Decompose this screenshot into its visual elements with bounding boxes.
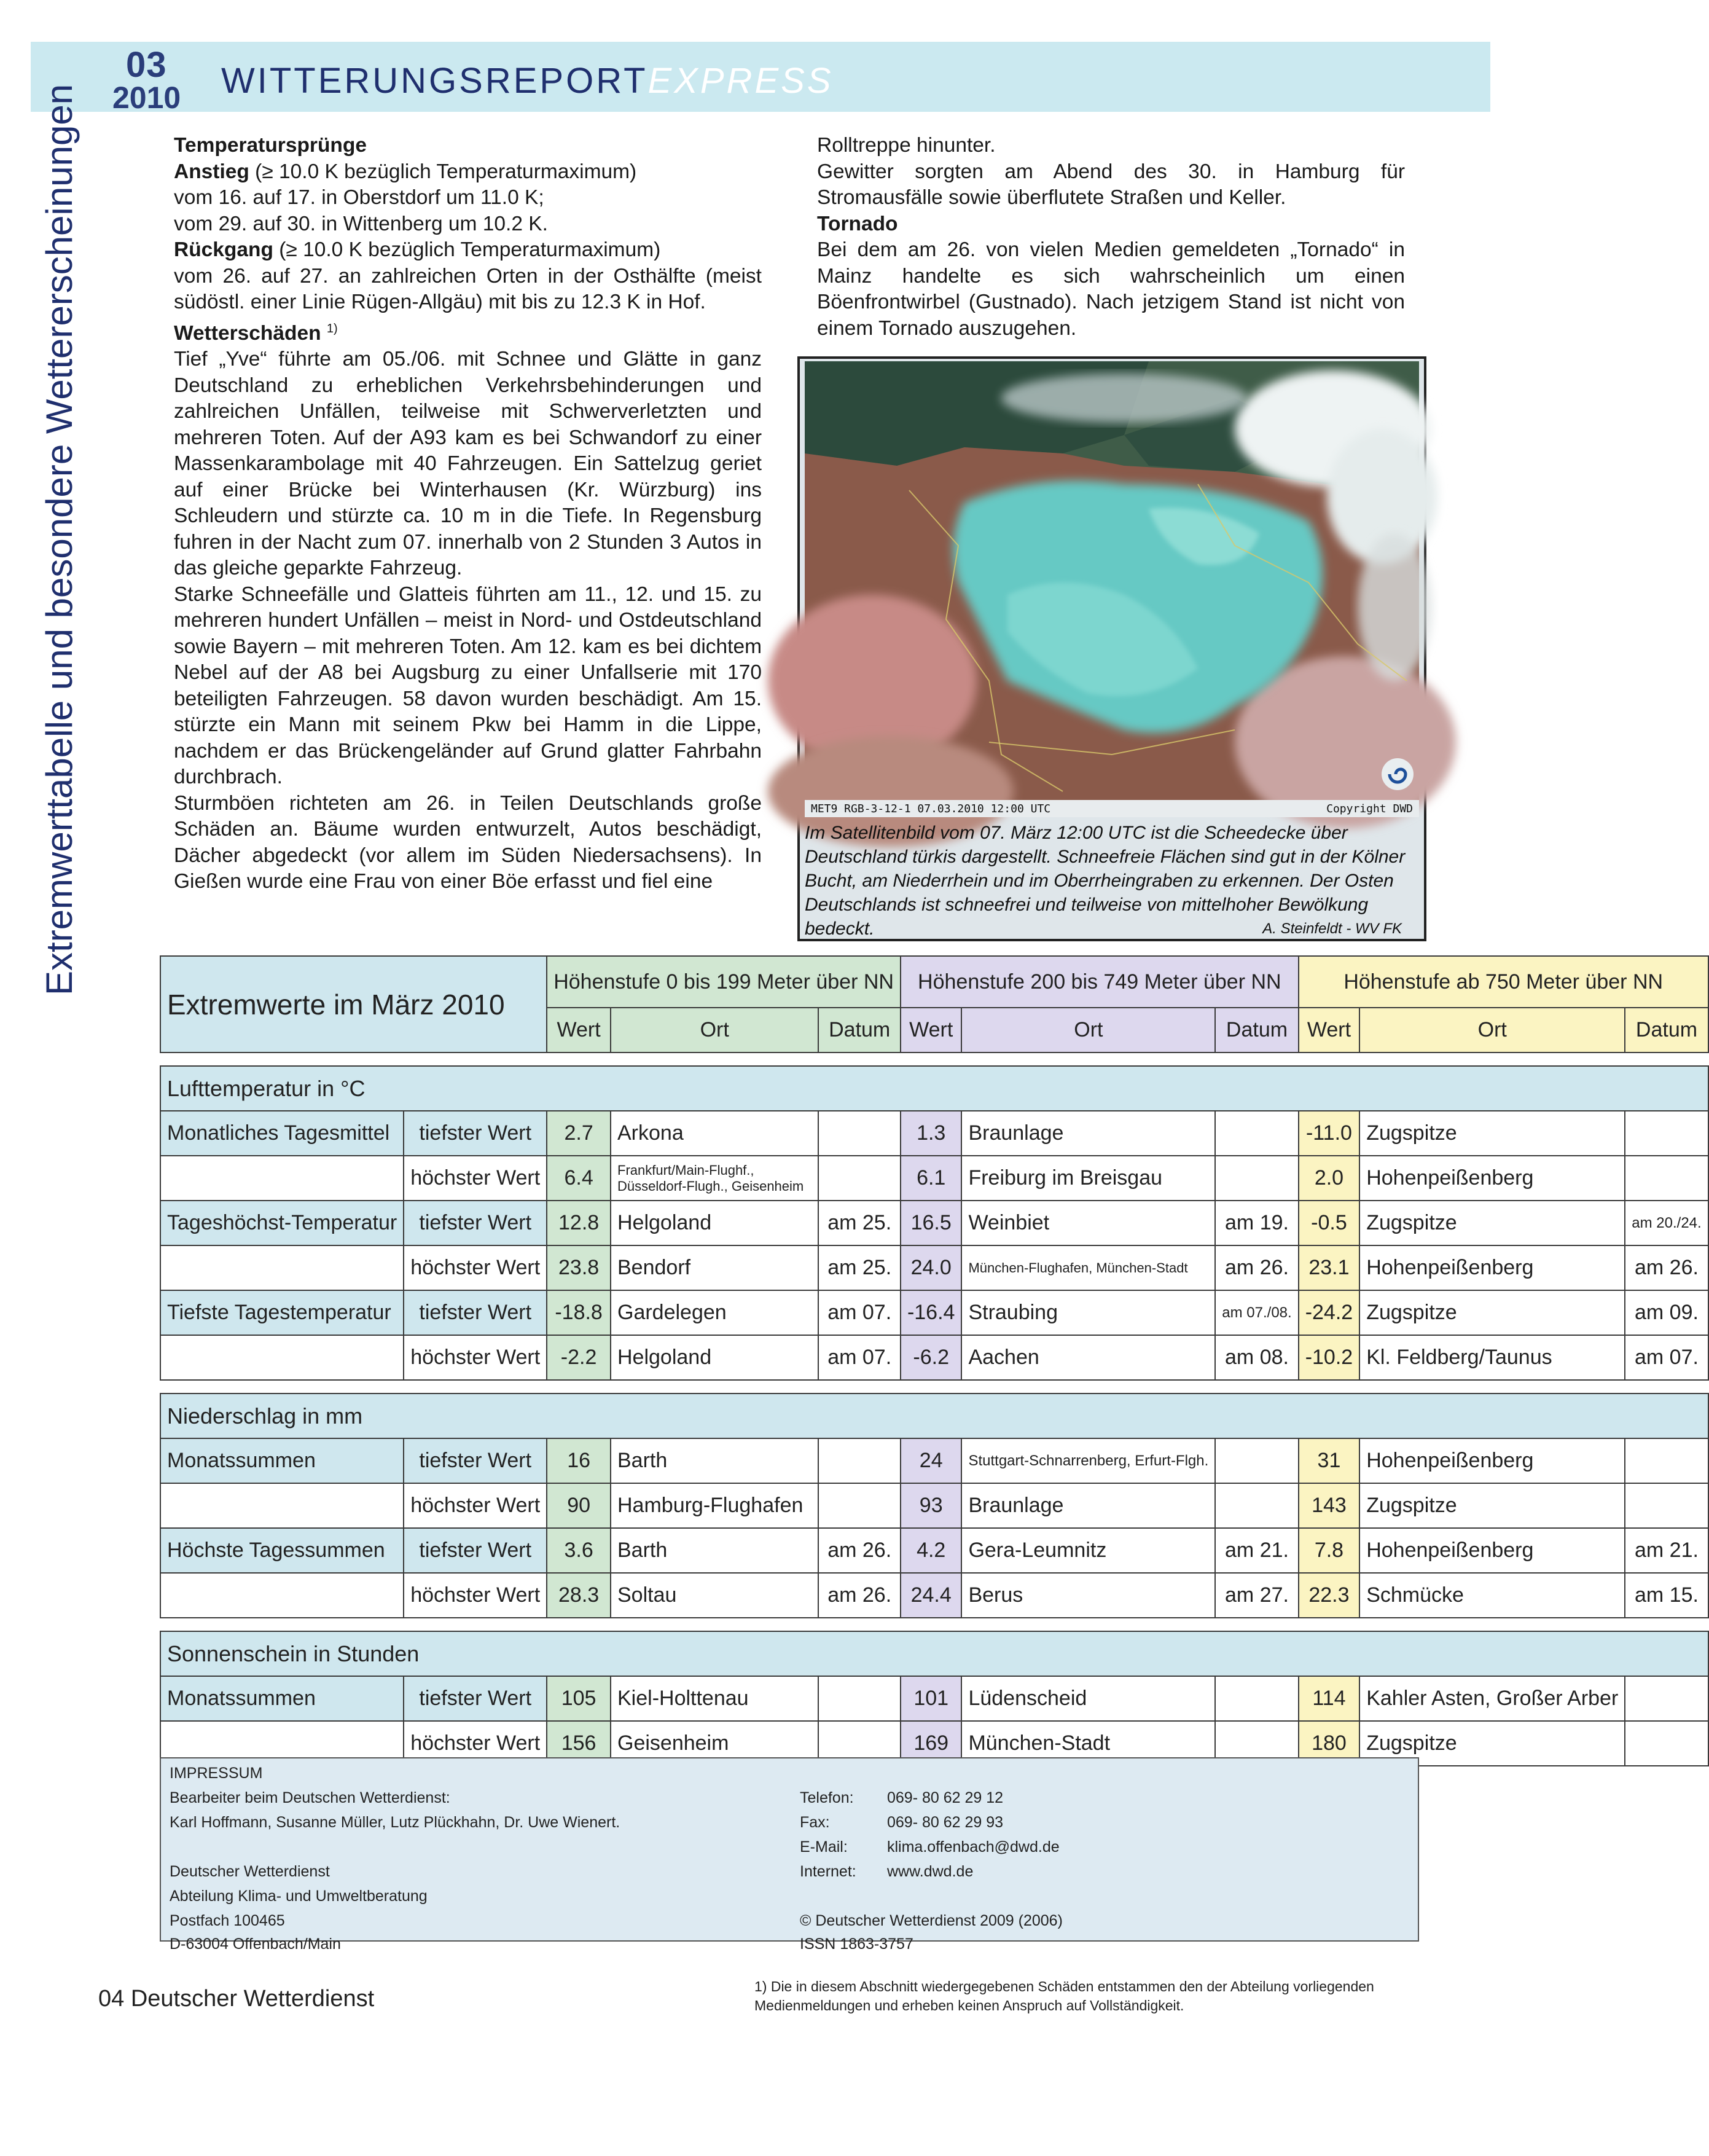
station-low: Barth (611, 1528, 818, 1573)
date-high: am 26. (1625, 1245, 1708, 1290)
date-high: am 07. (1625, 1335, 1708, 1380)
row-kind: tiefster Wert (404, 1676, 547, 1721)
station-high: Kahler Asten, Großer Arber (1359, 1676, 1625, 1721)
satellite-image-drawing (805, 361, 1419, 817)
contact-value: klima.offenbach@dwd.de (887, 1838, 1060, 1856)
right-paragraph-1: Rolltreppe hinunter. (817, 134, 996, 157)
col-ort-low: Ort (611, 1008, 818, 1053)
value-low: -18.8 (547, 1290, 611, 1335)
row-kind: tiefster Wert (404, 1438, 547, 1483)
date-mid (1215, 1111, 1298, 1156)
right-paragraph-2: Gewitter sorgten am Abend des 30. in Hamburg für Stromausfälle sowie überflutete Straßen und Keller. (817, 160, 1405, 209)
row-parameter: Monatssummen (160, 1676, 404, 1721)
contact-label: E-Mail: (800, 1838, 848, 1856)
damage-paragraph-1: Tief „Yve“ führte am 05./06. mit Schnee und Glätte in ganz Deutschland zu erheblichen Verkehrsbehinderungen und zahlreichen Unfällen, teilweise mit Schwerverletzten und mehreren Toten. Auf der A93 kam es bei Schwandorf zu einer Massenkarambolage mit 40 Fahrzeugen. Ein Sattelzug geriet auf einer Brücke bei Winterhausen (Kr. Würzburg) ins Schleudern und stürzte ca. 10 m in die Tiefe. In Regensburg fuhren in der Nacht zum 07. innerhalb von 2 Stunden 3 Autos in das gleiche geparkte Fahrzeug. (174, 348, 762, 580)
value-mid: 101 (901, 1676, 962, 1721)
footnote: 1) Die in diesem Abschnitt wiedergegebenen Schäden entstammen den der Abteilung vorliegenden Medienmeldungen und erheben keinen Anspruch auf Vollständigkeit. (754, 1978, 1374, 2013)
value-low: 156 (547, 1721, 611, 1766)
impressum-line: D-63004 Offenbach/Main (170, 1935, 341, 1953)
date-mid (1215, 1438, 1298, 1483)
row-parameter (160, 1245, 404, 1290)
station-high: Zugspitze (1359, 1111, 1625, 1156)
value-high: 114 (1299, 1676, 1360, 1721)
date-high (1625, 1483, 1708, 1528)
right-text-column (817, 133, 1405, 342)
value-low: 3.6 (547, 1528, 611, 1573)
table-row (160, 1676, 1708, 1721)
station-low: Gardelegen (611, 1290, 818, 1335)
table-body (160, 1053, 1708, 1766)
station-mid: Aachen (961, 1335, 1215, 1380)
section-spacer (160, 1053, 1708, 1066)
station-mid: Gera-Leumnitz (961, 1528, 1215, 1573)
date-mid: am 26. (1215, 1245, 1298, 1290)
value-high: 22.3 (1299, 1573, 1360, 1618)
impressum-heading: IMPRESSUM (170, 1765, 263, 1782)
impressum-line: Karl Hoffmann, Susanne Müller, Lutz Plückhahn, Dr. Uwe Wienert. (170, 1814, 620, 1831)
station-mid: Stuttgart-Schnarrenberg, Erfurt-Flgh. (961, 1438, 1215, 1483)
table-row (160, 1483, 1708, 1528)
table-row (160, 1438, 1708, 1483)
satellite-stamp-right: Copyright DWD (1326, 802, 1413, 815)
station-mid: Braunlage (961, 1483, 1215, 1528)
row-parameter (160, 1335, 404, 1380)
issn: ISSN 1863-3757 (800, 1935, 913, 1953)
report-title-express: EXPRESS (647, 61, 834, 101)
date-low (818, 1438, 901, 1483)
value-low: -2.2 (547, 1335, 611, 1380)
value-low: 2.7 (547, 1111, 611, 1156)
row-parameter (160, 1573, 404, 1618)
value-low: 90 (547, 1483, 611, 1528)
station-low: Frankfurt/Main-Flughf., Düsseldorf-Flugh., Geisenheim (611, 1156, 818, 1201)
contact-label: Fax: (800, 1814, 830, 1831)
row-kind: tiefster Wert (404, 1290, 547, 1335)
value-mid: 1.3 (901, 1111, 962, 1156)
date-mid (1215, 1483, 1298, 1528)
report-title (221, 60, 834, 101)
tornado-heading: Tornado (817, 212, 898, 235)
contact-label: Telefon: (800, 1789, 854, 1806)
satellite-caption-text: Im Satellitenbild vom 07. März 12:00 UTC ist die Scheedecke über Deutschland türkis dargestellt. Schneefreie Flächen sind gut in der Kölner Bucht, am Niederrhein und im Oberrheingraben zu erkennen. Der Osten Deutschlands ist schneefrei und teilweise von mittelhoher Bewölkung bedeckt. (805, 823, 1406, 939)
row-parameter: Höchste Tagessummen (160, 1528, 404, 1573)
anstieg-line-1: vom 16. auf 17. in Oberstdorf um 11.0 K; (174, 186, 544, 209)
date-low: am 25. (818, 1245, 901, 1290)
rueckgang-text: vom 26. auf 27. an zahlreichen Orten in der Osthälfte (meist südöstl. einer Linie Rügen-Allgäu) mit bis zu 12.3 K in Hof. (174, 264, 762, 313)
date-low: am 26. (818, 1573, 901, 1618)
table-row (160, 1290, 1708, 1335)
page-footer: 04 Deutscher Wetterdienst (98, 1986, 375, 2012)
row-kind: höchster Wert (404, 1156, 547, 1201)
contact-label: Internet: (800, 1863, 856, 1880)
station-mid: München-Flughafen, München-Stadt (961, 1245, 1215, 1290)
table-title: Extremwerte im März 2010 (160, 956, 547, 1053)
date-mid: am 21. (1215, 1528, 1298, 1573)
row-kind: höchster Wert (404, 1483, 547, 1528)
copyright: © Deutscher Wetterdienst 2009 (2006) (800, 1912, 1063, 1929)
date-mid: am 08. (1215, 1335, 1298, 1380)
station-mid: München-Stadt (961, 1721, 1215, 1766)
value-high: 143 (1299, 1483, 1360, 1528)
value-mid: 93 (901, 1483, 962, 1528)
date-mid (1215, 1676, 1298, 1721)
section-title: Niederschlag in mm (160, 1394, 1708, 1438)
value-mid: 24 (901, 1438, 962, 1483)
station-mid: Berus (961, 1573, 1215, 1618)
date-high (1625, 1111, 1708, 1156)
station-mid: Straubing (961, 1290, 1215, 1335)
date-high: am 21. (1625, 1528, 1708, 1573)
value-mid: 24.0 (901, 1245, 962, 1290)
col-datum-mid: Datum (1215, 1008, 1298, 1053)
value-mid: 169 (901, 1721, 962, 1766)
date-mid (1215, 1156, 1298, 1201)
impressum-line: Deutscher Wetterdienst (170, 1863, 330, 1880)
band-high-header: Höhenstufe ab 750 Meter über NN (1299, 956, 1708, 1008)
report-title-main: WITTERUNGSREPORT (221, 61, 648, 101)
issue-number: 03 (126, 45, 167, 85)
row-kind: höchster Wert (404, 1335, 547, 1380)
extreme-values-table (160, 955, 1709, 1766)
table-row (160, 1573, 1708, 1618)
station-high: Hohenpeißenberg (1359, 1245, 1625, 1290)
date-low: am 07. (818, 1290, 901, 1335)
col-ort-high: Ort (1359, 1008, 1625, 1053)
table-row (160, 1528, 1708, 1573)
anstieg-label: Anstieg (174, 160, 249, 183)
row-kind: tiefster Wert (404, 1201, 547, 1245)
station-low: Hamburg-Flughafen (611, 1483, 818, 1528)
damage-footnote-ref: 1) (326, 321, 338, 335)
station-low: Soltau (611, 1573, 818, 1618)
contact-value: www.dwd.de (887, 1863, 974, 1880)
value-mid: 4.2 (901, 1528, 962, 1573)
section-title: Lufttemperatur in °C (160, 1066, 1708, 1111)
rueckgang-label: Rückgang (174, 238, 273, 261)
band-low-header: Höhenstufe 0 bis 199 Meter über NN (547, 956, 901, 1008)
value-low: 16 (547, 1438, 611, 1483)
issue-year: 2010 (112, 80, 181, 115)
row-parameter: Monatssummen (160, 1438, 404, 1483)
date-mid: am 19. (1215, 1201, 1298, 1245)
station-high: Zugspitze (1359, 1721, 1625, 1766)
contact-value: 069- 80 62 29 12 (887, 1789, 1004, 1806)
section-spacer (160, 1380, 1708, 1394)
date-low (818, 1483, 901, 1528)
row-parameter (160, 1156, 404, 1201)
satellite-caption (805, 821, 1413, 941)
station-high: Hohenpeißenberg (1359, 1156, 1625, 1201)
date-mid: am 07./08. (1215, 1290, 1298, 1335)
row-parameter: Tageshöchst-Temperatur (160, 1201, 404, 1245)
col-datum-low: Datum (818, 1008, 901, 1053)
damage-paragraph-2: Starke Schneefälle und Glatteis führten am 11., 12. und 15. zu mehreren hundert Unfällen – meist in Nord- und Ostdeutschland sowie Bayern – mit mehreren Toten. Am 12. kam es bei dichtem Nebel auf der A8 bei Augsburg zu einer Unfallserie mit 170 beteiligten Fahrzeugen. 58 davon wurden beschädigt. Am 15. stürzte ein Mann mit seinem Pkw bei Hamm in die Lippe, nachdem er das Brückengeländer auf Grund glatter Fahrbahn durchbrach. (174, 582, 762, 789)
value-low: 28.3 (547, 1573, 611, 1618)
value-high: 180 (1299, 1721, 1360, 1766)
col-wert-high: Wert (1299, 1008, 1360, 1053)
date-low (818, 1156, 901, 1201)
station-low: Geisenheim (611, 1721, 818, 1766)
table-row (160, 1201, 1708, 1245)
tornado-text: Bei dem am 26. von vielen Medien gemeldeten „Tornado“ in Mainz handelte es sich wahrscheinlich um einen Böenfrontwirbel (Gustnado). Nach jetzigem Stand ist nicht von einem Tornado auszugehen. (817, 238, 1405, 340)
impressum-line: Postfach 100465 (170, 1912, 285, 1929)
dwd-logo-icon (1382, 758, 1414, 790)
value-high: 23.1 (1299, 1245, 1360, 1290)
date-low: am 26. (818, 1528, 901, 1573)
date-high (1625, 1156, 1708, 1201)
station-low: Barth (611, 1438, 818, 1483)
station-high: Zugspitze (1359, 1483, 1625, 1528)
damage-paragraph-3: Sturmböen richteten am 26. in Teilen Deutschlands große Schäden an. Bäume wurden entwurzelt, Autos beschädigt, Dächer abgedeckt (vor allem im Süden Niedersachsens). In Gießen wurde eine Frau von einer Böe erfasst und fiel eine (174, 791, 762, 893)
section-spacer (160, 1618, 1708, 1631)
impressum-line: Abteilung Klima- und Umweltberatung (170, 1887, 428, 1905)
anstieg-criterion: (≥ 10.0 K bezüglich Temperaturmaximum) (249, 160, 637, 183)
contact-value: 069- 80 62 29 93 (887, 1814, 1004, 1831)
table-row (160, 1245, 1708, 1290)
side-title: Extremwerttabelle und besondere Wettererscheinungen (39, 84, 80, 995)
station-high: Schmücke (1359, 1573, 1625, 1618)
date-high (1625, 1721, 1708, 1766)
col-wert-mid: Wert (901, 1008, 962, 1053)
date-mid: am 27. (1215, 1573, 1298, 1618)
table-row (160, 1156, 1708, 1201)
value-mid: 6.1 (901, 1156, 962, 1201)
row-kind: höchster Wert (404, 1721, 547, 1766)
row-parameter (160, 1483, 404, 1528)
col-datum-high: Datum (1625, 1008, 1708, 1053)
row-kind: höchster Wert (404, 1573, 547, 1618)
station-low: Kiel-Holttenau (611, 1676, 818, 1721)
value-low: 6.4 (547, 1156, 611, 1201)
row-kind: höchster Wert (404, 1245, 547, 1290)
value-high: 31 (1299, 1438, 1360, 1483)
rueckgang-criterion: (≥ 10.0 K bezüglich Temperaturmaximum) (273, 238, 661, 261)
value-mid: 16.5 (901, 1201, 962, 1245)
value-high: 7.8 (1299, 1528, 1360, 1573)
satellite-stamp-left: MET9 RGB-3-12-1 07.03.2010 12:00 UTC (811, 802, 1051, 815)
station-high: Hohenpeißenberg (1359, 1528, 1625, 1573)
station-mid: Freiburg im Breisgau (961, 1156, 1215, 1201)
station-high: Kl. Feldberg/Taunus (1359, 1335, 1625, 1380)
station-mid: Weinbiet (961, 1201, 1215, 1245)
date-low (818, 1676, 901, 1721)
value-mid: -6.2 (901, 1335, 962, 1380)
satellite-figure (797, 356, 1426, 941)
row-kind: tiefster Wert (404, 1111, 547, 1156)
value-low: 23.8 (547, 1245, 611, 1290)
station-mid: Lüdenscheid (961, 1676, 1215, 1721)
row-parameter: Tiefste Tagestemperatur (160, 1290, 404, 1335)
value-mid: 24.4 (901, 1573, 962, 1618)
temp-heading: Temperatursprünge (174, 134, 367, 157)
station-high: Zugspitze (1359, 1201, 1625, 1245)
band-mid-header: Höhenstufe 200 bis 749 Meter über NN (901, 956, 1299, 1008)
section-title: Sonnenschein in Stunden (160, 1631, 1708, 1676)
date-high (1625, 1438, 1708, 1483)
date-low: am 25. (818, 1201, 901, 1245)
table-row (160, 1111, 1708, 1156)
station-low: Bendorf (611, 1245, 818, 1290)
value-high: 2.0 (1299, 1156, 1360, 1201)
station-low: Helgoland (611, 1335, 818, 1380)
value-mid: -16.4 (901, 1290, 962, 1335)
impressum-box (160, 1757, 1419, 1953)
anstieg-line-2: vom 29. auf 30. in Wittenberg um 10.2 K. (174, 212, 548, 235)
value-low: 12.8 (547, 1201, 611, 1245)
col-ort-mid: Ort (961, 1008, 1215, 1053)
row-parameter: Monatliches Tagesmittel (160, 1111, 404, 1156)
value-high: -11.0 (1299, 1111, 1360, 1156)
left-text-column (174, 133, 762, 895)
station-mid: Braunlage (961, 1111, 1215, 1156)
value-high: -24.2 (1299, 1290, 1360, 1335)
date-high: am 20./24. (1625, 1201, 1708, 1245)
station-high: Hohenpeißenberg (1359, 1438, 1625, 1483)
date-low: am 07. (818, 1335, 901, 1380)
station-low: Arkona (611, 1111, 818, 1156)
impressum-line: Bearbeiter beim Deutschen Wetterdienst: (170, 1789, 450, 1806)
satellite-credit: A. Steinfeldt - WV FK (1262, 920, 1402, 937)
value-low: 105 (547, 1676, 611, 1721)
station-high: Zugspitze (1359, 1290, 1625, 1335)
row-kind: tiefster Wert (404, 1528, 547, 1573)
date-high: am 15. (1625, 1573, 1708, 1618)
date-high: am 09. (1625, 1290, 1708, 1335)
date-high (1625, 1676, 1708, 1721)
table-row (160, 1335, 1708, 1380)
station-low: Helgoland (611, 1201, 818, 1245)
value-high: -0.5 (1299, 1201, 1360, 1245)
value-high: -10.2 (1299, 1335, 1360, 1380)
col-wert-low: Wert (547, 1008, 611, 1053)
date-low (818, 1111, 901, 1156)
damage-heading: Wetterschäden (174, 321, 321, 345)
satellite-image (805, 361, 1419, 817)
